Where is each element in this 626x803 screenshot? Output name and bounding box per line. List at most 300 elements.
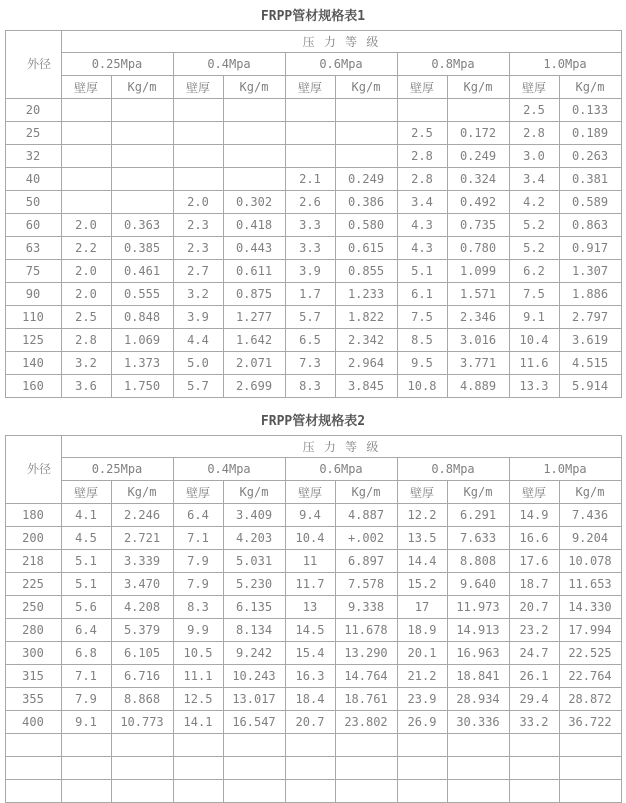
empty-cell [223,734,285,757]
table-cell: 28.872 [559,688,621,711]
weight-header: Kg/m [447,481,509,504]
table-cell: 8.868 [111,688,173,711]
od-cell: 180 [5,504,61,527]
empty-cell [509,734,559,757]
pressure-level-header: 0.8Mpa [397,53,509,76]
table-cell: 16.6 [509,527,559,550]
od-cell: 125 [5,329,61,352]
table-row [5,352,621,375]
table-cell: 3.3 [285,237,335,260]
table-row [5,214,621,237]
table-cell: 8.3 [285,375,335,398]
empty-cell [447,757,509,780]
table-cell: 3.619 [559,329,621,352]
table-cell: 9.338 [335,596,397,619]
table-row [5,550,621,573]
table-cell: 3.9 [173,306,223,329]
table-cell: 5.230 [223,573,285,596]
table-cell: 1.373 [111,352,173,375]
table-cell: 9.242 [223,642,285,665]
table-cell: 10.773 [111,711,173,734]
empty-cell [61,757,111,780]
header-row-group [5,31,621,53]
table-cell: 29.4 [509,688,559,711]
table-cell: 2.7 [173,260,223,283]
table-cell: 11 [285,550,335,573]
table-cell: 2.3 [173,237,223,260]
od-cell: 250 [5,596,61,619]
table-cell: 16.3 [285,665,335,688]
wall-thickness-header: 壁厚 [285,76,335,99]
table-cell: 14.764 [335,665,397,688]
od-cell: 32 [5,145,61,168]
table-cell: 1.307 [559,260,621,283]
table-cell: 18.841 [447,665,509,688]
table-cell [111,191,173,214]
table-cell: 23.9 [397,688,447,711]
table-cell: 0.615 [335,237,397,260]
table-cell: 14.5 [285,619,335,642]
empty-cell [173,757,223,780]
table-cell: 5.1 [61,550,111,573]
table-cell: 2.8 [509,122,559,145]
table-cell: 0.302 [223,191,285,214]
table-cell: 0.875 [223,283,285,306]
table-cell: 14.913 [447,619,509,642]
table-cell: 3.016 [447,329,509,352]
table-cell: 3.0 [509,145,559,168]
pressure-level-header: 0.6Mpa [285,458,397,481]
table-cell: 11.973 [447,596,509,619]
table-cell [335,99,397,122]
table-cell [223,145,285,168]
table-cell: 5.2 [509,214,559,237]
table-cell: 13.3 [509,375,559,398]
pressure-level-header: 0.25Mpa [61,53,173,76]
table-cell [285,99,335,122]
table-cell: 4.1 [61,504,111,527]
empty-cell [335,734,397,757]
table-cell: 16.547 [223,711,285,734]
table-cell: 5.379 [111,619,173,642]
empty-cell [397,734,447,757]
od-cell: 90 [5,283,61,306]
table-cell: 6.4 [173,504,223,527]
table-section-1 [0,0,626,398]
table-row [5,665,621,688]
table-row [5,527,621,550]
table-cell: 1.642 [223,329,285,352]
pressure-level-header: 0.6Mpa [285,53,397,76]
table-cell: 22.764 [559,665,621,688]
table-cell: 18.7 [509,573,559,596]
pressure-level-header: 0.4Mpa [173,53,285,76]
od-cell: 300 [5,642,61,665]
table-cell [223,168,285,191]
table-cell [111,122,173,145]
table-section-2 [0,398,626,803]
header-row-group [5,436,621,458]
table-row [5,642,621,665]
table-cell: 2.246 [111,504,173,527]
table-cell: 6.1 [397,283,447,306]
empty-cell [5,757,61,780]
table-cell: 0.263 [559,145,621,168]
table-cell: 2.0 [61,214,111,237]
table-cell: 4.887 [335,504,397,527]
table-cell: 36.722 [559,711,621,734]
table-cell: 22.525 [559,642,621,665]
table-row [5,688,621,711]
table-cell [111,168,173,191]
table-cell: 3.9 [285,260,335,283]
empty-cell [61,780,111,803]
wall-thickness-header: 壁厚 [61,76,111,99]
table-cell: 3.4 [509,168,559,191]
empty-cell [447,780,509,803]
table-cell: 4.3 [397,237,447,260]
table-cell: 2.5 [397,122,447,145]
table-cell: 6.105 [111,642,173,665]
table-cell: 0.189 [559,122,621,145]
table-cell: 3.771 [447,352,509,375]
wall-thickness-header: 壁厚 [397,481,447,504]
table-cell: 7.5 [397,306,447,329]
table-cell: 6.135 [223,596,285,619]
empty-cell [285,780,335,803]
table-cell: 17.994 [559,619,621,642]
table-cell: 9.640 [447,573,509,596]
empty-cell [223,757,285,780]
wall-thickness-header: 壁厚 [173,481,223,504]
table-cell: 2.8 [397,145,447,168]
empty-cell [173,734,223,757]
od-cell: 50 [5,191,61,214]
table-cell: 5.7 [285,306,335,329]
empty-row [5,780,621,803]
table-cell: 6.8 [61,642,111,665]
table-cell: 0.611 [223,260,285,283]
table-cell: 6.4 [61,619,111,642]
table-cell [285,145,335,168]
table-cell: 30.336 [447,711,509,734]
table-cell [61,99,111,122]
empty-cell [397,757,447,780]
table-cell [173,122,223,145]
table-cell: 5.914 [559,375,621,398]
table-cell: 10.8 [397,375,447,398]
empty-cell [223,780,285,803]
table-cell: 2.964 [335,352,397,375]
table-cell: 1.822 [335,306,397,329]
pressure-group-header: 压 力 等 级 [61,31,621,53]
table-cell: 20.7 [509,596,559,619]
weight-header: Kg/m [559,481,621,504]
od-cell: 225 [5,573,61,596]
table-cell: 5.7 [173,375,223,398]
empty-cell [397,780,447,803]
table-row [5,375,621,398]
table-cell: 17 [397,596,447,619]
table-cell: 6.2 [509,260,559,283]
pressure-level-header: 1.0Mpa [509,458,621,481]
table-cell: 0.381 [559,168,621,191]
od-cell: 60 [5,214,61,237]
table-cell: 9.1 [509,306,559,329]
table-row [5,191,621,214]
table-cell: 5.0 [173,352,223,375]
table-row [5,145,621,168]
table2-header [5,436,621,504]
table-cell [285,122,335,145]
od-cell: 280 [5,619,61,642]
empty-row [5,757,621,780]
table-cell: 1.233 [335,283,397,306]
od-cell: 75 [5,260,61,283]
table-cell: 7.633 [447,527,509,550]
od-cell: 40 [5,168,61,191]
table-cell: 9.4 [285,504,335,527]
table-cell: 0.249 [335,168,397,191]
table-cell: 3.845 [335,375,397,398]
table-cell: 4.5 [61,527,111,550]
table-cell: 2.071 [223,352,285,375]
table-cell: 16.963 [447,642,509,665]
table-row [5,596,621,619]
table-row [5,504,621,527]
empty-cell [5,780,61,803]
empty-cell [335,757,397,780]
table-cell: 13 [285,596,335,619]
table-cell: 11.7 [285,573,335,596]
pressure-level-header: 1.0Mpa [509,53,621,76]
table1-header [5,31,621,99]
table-cell: 6.716 [111,665,173,688]
table-row [5,711,621,734]
table-cell: 11.1 [173,665,223,688]
table-cell: 2.721 [111,527,173,550]
header-row-pressure [5,458,621,481]
table-cell: 24.7 [509,642,559,665]
table-cell: 8.808 [447,550,509,573]
od-corner-header [5,31,61,99]
table-cell: 10.078 [559,550,621,573]
weight-header: Kg/m [223,76,285,99]
table-cell [111,99,173,122]
table-row [5,260,621,283]
table-cell: 2.797 [559,306,621,329]
table-cell: 21.2 [397,665,447,688]
table-cell: 12.2 [397,504,447,527]
wall-thickness-header: 壁厚 [509,481,559,504]
table-cell: 9.1 [61,711,111,734]
table-cell: 7.1 [173,527,223,550]
table-cell: 5.2 [509,237,559,260]
table-cell [173,99,223,122]
empty-cell [111,780,173,803]
table-cell: 0.780 [447,237,509,260]
table-cell: 3.3 [285,214,335,237]
table-cell: 1.099 [447,260,509,283]
table-cell: 6.897 [335,550,397,573]
table-cell: 4.889 [447,375,509,398]
empty-cell [559,780,621,803]
table-cell: 2.699 [223,375,285,398]
table-cell: 0.492 [447,191,509,214]
table-cell: 2.0 [173,191,223,214]
table-cell: 9.9 [173,619,223,642]
table-cell: 14.9 [509,504,559,527]
table-row [5,329,621,352]
table-cell [447,99,509,122]
empty-cell [509,757,559,780]
table-cell: 0.386 [335,191,397,214]
table-cell: 1.7 [285,283,335,306]
table-cell: 14.330 [559,596,621,619]
spec-table-1 [5,30,622,398]
table-cell: 0.249 [447,145,509,168]
table-cell: 0.917 [559,237,621,260]
table-cell: 4.4 [173,329,223,352]
table-cell: 6.5 [285,329,335,352]
table-cell: 10.5 [173,642,223,665]
table-cell: 33.2 [509,711,559,734]
table-cell: 18.4 [285,688,335,711]
header-row-sub [5,76,621,99]
table-cell: 13.5 [397,527,447,550]
table-cell: 3.2 [61,352,111,375]
table-cell: 2.5 [509,99,559,122]
header-row-pressure [5,53,621,76]
od-corner-label: 外径 [27,461,52,476]
table-cell: 2.3 [173,214,223,237]
table-cell: 7.578 [335,573,397,596]
table-cell: 10.4 [509,329,559,352]
table-cell [111,145,173,168]
table-cell: 10.4 [285,527,335,550]
od-cell: 63 [5,237,61,260]
weight-header: Kg/m [447,76,509,99]
table-row [5,237,621,260]
table-cell: 13.017 [223,688,285,711]
table-cell: +.002 [335,527,397,550]
table-cell: 1.886 [559,283,621,306]
table-cell [335,145,397,168]
pressure-level-header: 0.25Mpa [61,458,173,481]
od-cell: 110 [5,306,61,329]
od-corner-label: 外径 [27,56,52,71]
od-cell: 400 [5,711,61,734]
table-cell: 9.204 [559,527,621,550]
table2-body [5,504,621,803]
table1-title: FRPP管材规格表1 [260,9,366,24]
table-cell: 2.0 [61,260,111,283]
table-cell [61,145,111,168]
table-cell: 2.346 [447,306,509,329]
od-cell: 25 [5,122,61,145]
table-cell: 7.3 [285,352,335,375]
pressure-level-header: 0.8Mpa [397,458,509,481]
table-cell: 5.1 [397,260,447,283]
empty-cell [447,734,509,757]
table-cell: 14.1 [173,711,223,734]
table-cell: 11.6 [509,352,559,375]
weight-header: Kg/m [111,481,173,504]
table-cell: 1.750 [111,375,173,398]
empty-cell [61,734,111,757]
od-cell: 315 [5,665,61,688]
wall-thickness-header: 壁厚 [285,481,335,504]
table-cell: 11.653 [559,573,621,596]
table-cell [223,99,285,122]
table-cell: 3.339 [111,550,173,573]
table-cell: 20.1 [397,642,447,665]
table-cell: 2.8 [397,168,447,191]
table-cell: 2.342 [335,329,397,352]
table-row [5,619,621,642]
table-cell: 2.5 [61,306,111,329]
table-cell: 7.5 [509,283,559,306]
table-cell: 0.418 [223,214,285,237]
table-cell: 4.515 [559,352,621,375]
table-cell: 10.243 [223,665,285,688]
table-cell: 4.203 [223,527,285,550]
od-cell: 355 [5,688,61,711]
table-cell: 5.1 [61,573,111,596]
wall-thickness-header: 壁厚 [509,76,559,99]
pressure-group-header: 压 力 等 级 [61,436,621,458]
table-cell: 0.443 [223,237,285,260]
table-cell: 0.580 [335,214,397,237]
table-cell: 9.5 [397,352,447,375]
table-cell: 0.324 [447,168,509,191]
table-cell: 0.461 [111,260,173,283]
table-cell: 3.4 [397,191,447,214]
table-cell: 4.3 [397,214,447,237]
empty-row [5,734,621,757]
table-cell: 23.802 [335,711,397,734]
table-cell [61,122,111,145]
table-cell: 18.9 [397,619,447,642]
empty-cell [285,734,335,757]
table-cell: 12.5 [173,688,223,711]
table-cell: 7.436 [559,504,621,527]
table-cell: 3.2 [173,283,223,306]
empty-cell [559,757,621,780]
empty-cell [111,757,173,780]
table-cell: 0.385 [111,237,173,260]
table-cell: 0.133 [559,99,621,122]
table-cell: 1.277 [223,306,285,329]
empty-cell [173,780,223,803]
table-cell: 0.855 [335,260,397,283]
table-cell [61,191,111,214]
table-cell: 2.8 [61,329,111,352]
table-cell: 0.555 [111,283,173,306]
table-row [5,122,621,145]
wall-thickness-header: 壁厚 [173,76,223,99]
table-cell: 0.735 [447,214,509,237]
table-row [5,306,621,329]
weight-header: Kg/m [335,481,397,504]
table-cell: 7.9 [61,688,111,711]
table-cell [173,168,223,191]
table-cell: 2.0 [61,283,111,306]
table-cell: 0.172 [447,122,509,145]
pressure-level-header: 0.4Mpa [173,458,285,481]
table-cell: 3.409 [223,504,285,527]
table-cell: 20.7 [285,711,335,734]
